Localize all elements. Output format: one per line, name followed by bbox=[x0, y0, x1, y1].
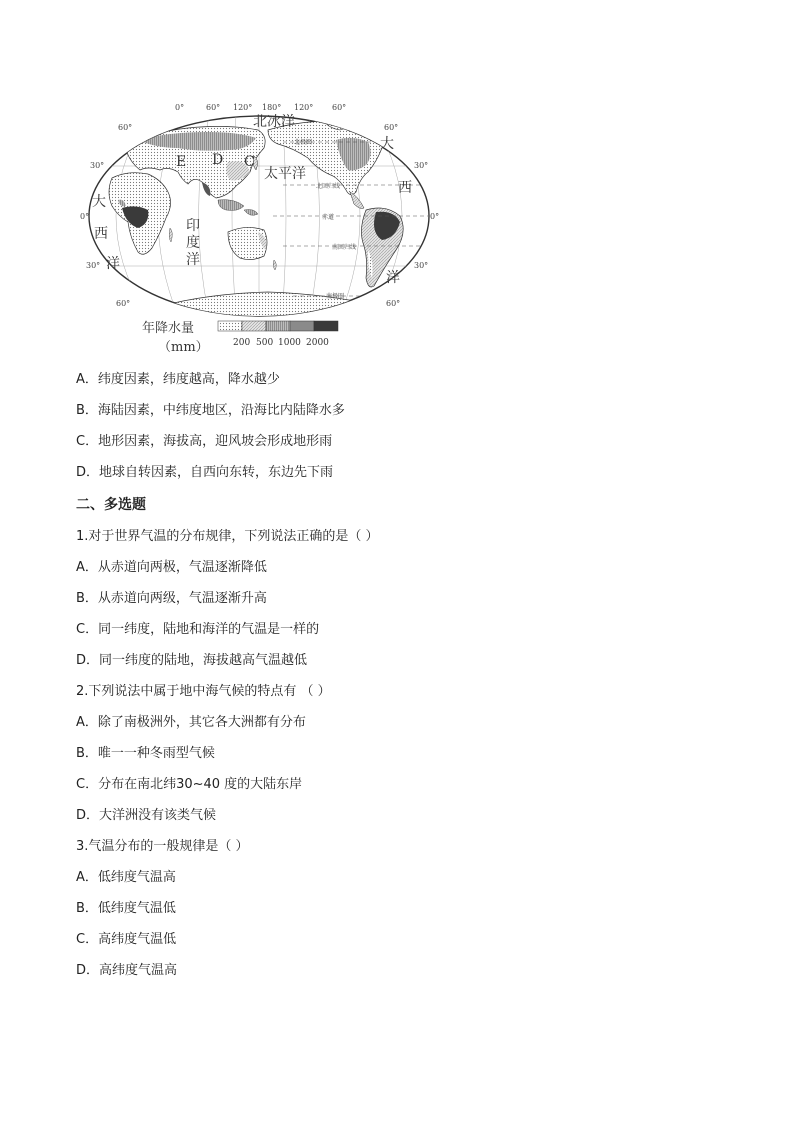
question-option: B．从赤道向两级，气温逐渐升高 bbox=[76, 591, 267, 606]
question-option: C．同一纬度，陆地和海洋的气温是一样的 bbox=[76, 622, 320, 637]
right-degree-label: 30° bbox=[414, 161, 429, 170]
right-degree-label: 0° bbox=[430, 212, 440, 221]
legend-swatch bbox=[314, 321, 338, 331]
region-letter-e: E bbox=[176, 154, 187, 170]
left-degree-label: 30° bbox=[86, 261, 101, 270]
atlantic-left-label-1: 大 bbox=[92, 194, 106, 210]
right-degree-label: 30° bbox=[414, 261, 429, 270]
indian-ocean-label-1: 印 bbox=[186, 218, 200, 234]
prev-option-d: D．地球自转因素，自西向东转，东边先下雨 bbox=[76, 465, 334, 480]
question-stem: 1.对于世界气温的分布规律，下列说法正确的是（ ） bbox=[76, 529, 379, 544]
atlantic-right-label-3: 洋 bbox=[386, 270, 400, 286]
legend-swatch bbox=[218, 321, 242, 331]
question-option: C．高纬度气温低 bbox=[76, 932, 177, 947]
map-svg bbox=[78, 100, 440, 358]
legend-title: 年降水量 bbox=[142, 321, 195, 336]
legend-value: 2000 bbox=[306, 338, 329, 348]
legend-swatch bbox=[290, 321, 314, 331]
precipitation-world-map bbox=[78, 100, 440, 358]
question-option: B．唯一一种冬雨型气候 bbox=[76, 746, 215, 761]
legend-swatch bbox=[266, 321, 290, 331]
top-degree-label: 120° bbox=[233, 103, 253, 112]
question-option: D．高纬度气温高 bbox=[76, 963, 178, 978]
question-option: C．分布在南北纬30~40 度的大陆东岸 bbox=[76, 777, 303, 792]
top-degree-label: 60° bbox=[206, 103, 221, 112]
question-option: D．同一纬度的陆地，海拔越高气温越低 bbox=[76, 653, 308, 668]
legend-value: 1000 bbox=[278, 338, 301, 348]
region-letter-d: D bbox=[212, 152, 224, 168]
legend-unit: （mm） bbox=[158, 340, 209, 355]
pacific-ocean-label: 太平洋 bbox=[264, 166, 306, 182]
arctic-circle-label: 北极圈 bbox=[294, 139, 313, 146]
top-degree-label: 60° bbox=[332, 103, 347, 112]
legend-value: 500 bbox=[256, 338, 274, 348]
prev-option-c: C．地形因素，海拔高，迎风坡会形成地形雨 bbox=[76, 434, 333, 449]
question-stem: 3.气温分布的一般规律是（ ） bbox=[76, 839, 249, 854]
indian-ocean-label-2: 度 bbox=[186, 235, 200, 251]
question-option: A．从赤道向两极，气温逐渐降低 bbox=[76, 560, 267, 575]
question-option: A．除了南极洲外，其它各大洲都有分布 bbox=[76, 715, 306, 730]
tropic-of-capricorn-label: 南回归线 bbox=[332, 244, 357, 251]
legend-swatch bbox=[242, 321, 266, 331]
equator-label: 赤道 bbox=[322, 214, 335, 221]
right-degree-label: 60° bbox=[384, 123, 399, 132]
left-degree-label: 60° bbox=[118, 123, 133, 132]
question-stem: 2.下列说法中属于地中海气候的特点有 （ ） bbox=[76, 684, 331, 699]
atlantic-left-label-2: 西 bbox=[94, 226, 108, 242]
section-title: 二、多选题 bbox=[76, 497, 146, 513]
legend-value: 200 bbox=[233, 338, 251, 348]
top-degree-label: 120° bbox=[294, 103, 314, 112]
question-option: B．低纬度气温低 bbox=[76, 901, 176, 916]
top-degree-label: 0° bbox=[175, 103, 185, 112]
indian-ocean-label-3: 洋 bbox=[186, 252, 200, 268]
atlantic-right-label-2: 西 bbox=[398, 180, 412, 196]
prev-option-a: A．纬度因素，纬度越高，降水越少 bbox=[76, 372, 280, 387]
left-degree-label: 0° bbox=[80, 212, 90, 221]
arctic-ocean-label: 北冰洋 bbox=[253, 114, 295, 130]
question-content bbox=[76, 364, 736, 986]
region-letter-c: C bbox=[244, 154, 255, 170]
atlantic-right-label-1: 大 bbox=[380, 136, 394, 152]
question-option: D．大洋洲没有该类气候 bbox=[76, 808, 217, 823]
top-degree-label: 180° bbox=[262, 103, 282, 112]
atlantic-left-label-3: 洋 bbox=[106, 256, 120, 272]
precipitation-legend bbox=[142, 320, 338, 355]
antarctic-circle-label: 南极圈 bbox=[326, 293, 345, 300]
question-option: A．低纬度气温高 bbox=[76, 870, 176, 885]
tropic-of-cancer-label: 北回归线 bbox=[316, 183, 341, 190]
prev-option-b: B．海陆因素，中纬度地区，沿海比内陆降水多 bbox=[76, 403, 345, 418]
left-degree-label: 60° bbox=[116, 299, 131, 308]
right-degree-label: 60° bbox=[386, 299, 401, 308]
left-degree-label: 30° bbox=[90, 161, 105, 170]
